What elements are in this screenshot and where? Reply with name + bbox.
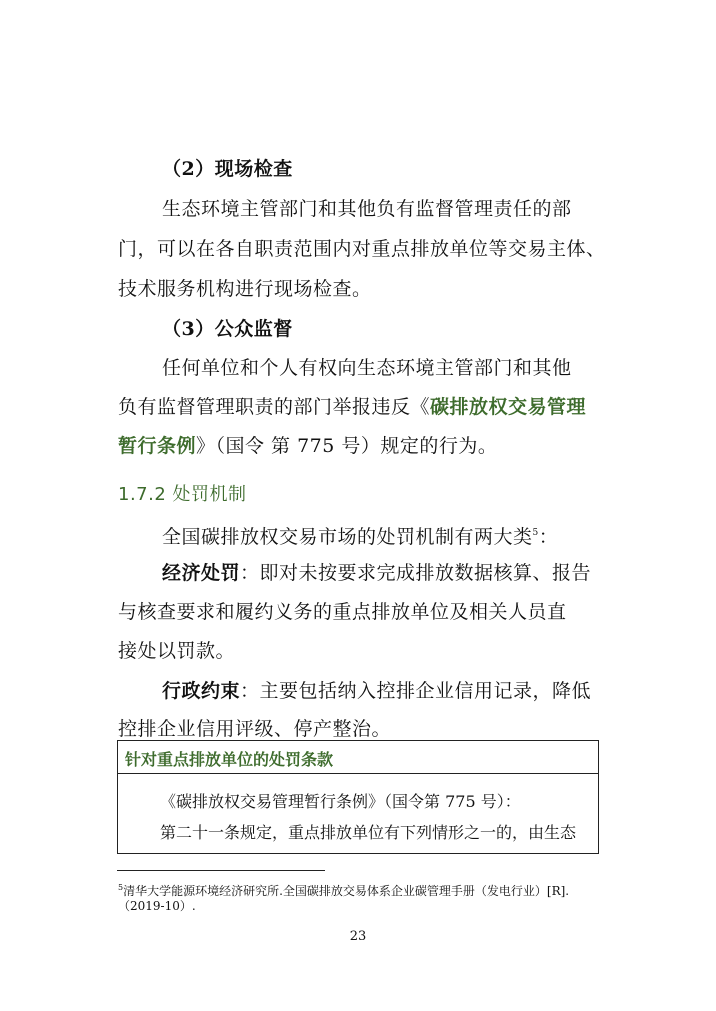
regulation-title-link: 暂行条例 xyxy=(118,435,197,457)
paragraph-text: 》（国令 第 775 号）规定的行为。 xyxy=(196,435,498,457)
page-number: 23 xyxy=(349,929,367,944)
paragraph-text: 负有监督管理职责的部门举报违反《 xyxy=(118,396,431,418)
box-line: 《碳排放权交易管理暂行条例》（国令第 775 号）： xyxy=(160,792,521,811)
subheading-public-supervision: （3）公众监督 xyxy=(162,318,293,340)
footnote-reference[interactable]: 5 xyxy=(532,528,539,538)
footnote-divider xyxy=(117,870,325,871)
paragraph-line xyxy=(162,678,591,704)
box-header xyxy=(118,741,598,774)
paragraph-text: ：主要包括纳入控排企业信用记录，降低 xyxy=(240,680,592,702)
paragraph-line: 控排企业信用评级、停产整治。 xyxy=(118,718,392,740)
regulation-title-link: 碳排放权交易管理 xyxy=(430,396,587,418)
paragraph-text: 全国碳排放权交易市场的处罚机制有两大类 xyxy=(162,526,533,548)
footnote xyxy=(118,880,569,899)
section-heading: 1.7.2 处罚机制 xyxy=(118,484,247,505)
paragraph-line xyxy=(118,394,586,420)
term-administrative-constraint: 行政约束 xyxy=(162,680,241,702)
paragraph-line xyxy=(162,560,591,586)
paragraph-line: 生态环境主管部门和其他负有监督管理责任的部 xyxy=(162,198,572,220)
box-title: 针对重点排放单位的处罚条款 xyxy=(125,750,334,769)
penalty-clause-box xyxy=(117,740,599,854)
paragraph-line xyxy=(118,433,497,459)
paragraph-line: 任何单位和个人有权向生态环境主管部门和其他 xyxy=(162,357,572,379)
footnote-marker: 5 xyxy=(118,883,124,892)
term-economic-penalty: 经济处罚 xyxy=(162,562,241,584)
paragraph-text: ：即对未按要求完成排放数据核算、报告 xyxy=(240,562,592,584)
subheading-site-inspection: （2）现场检查 xyxy=(162,158,293,180)
punctuation: ： xyxy=(538,526,559,548)
paragraph-line: 与核查要求和履约义务的重点排放单位及相关人员直 xyxy=(118,601,567,623)
paragraph-line: 技术服务机构进行现场检查。 xyxy=(118,278,372,300)
paragraph-line: 接处以罚款。 xyxy=(118,640,236,662)
paragraph-line xyxy=(162,520,558,550)
footnote-line: （2019-10）. xyxy=(118,899,196,913)
box-line: 第二十一条规定，重点排放单位有下列情形之一的，由生态 xyxy=(160,823,577,842)
paragraph-line: 门，可以在各自职责范围内对重点排放单位等交易主体、 xyxy=(118,238,606,260)
footnote-text: 清华大学能源环境经济研究所.全国碳排放交易体系企业碳管理手册（发电行业）[R]. xyxy=(123,884,570,898)
